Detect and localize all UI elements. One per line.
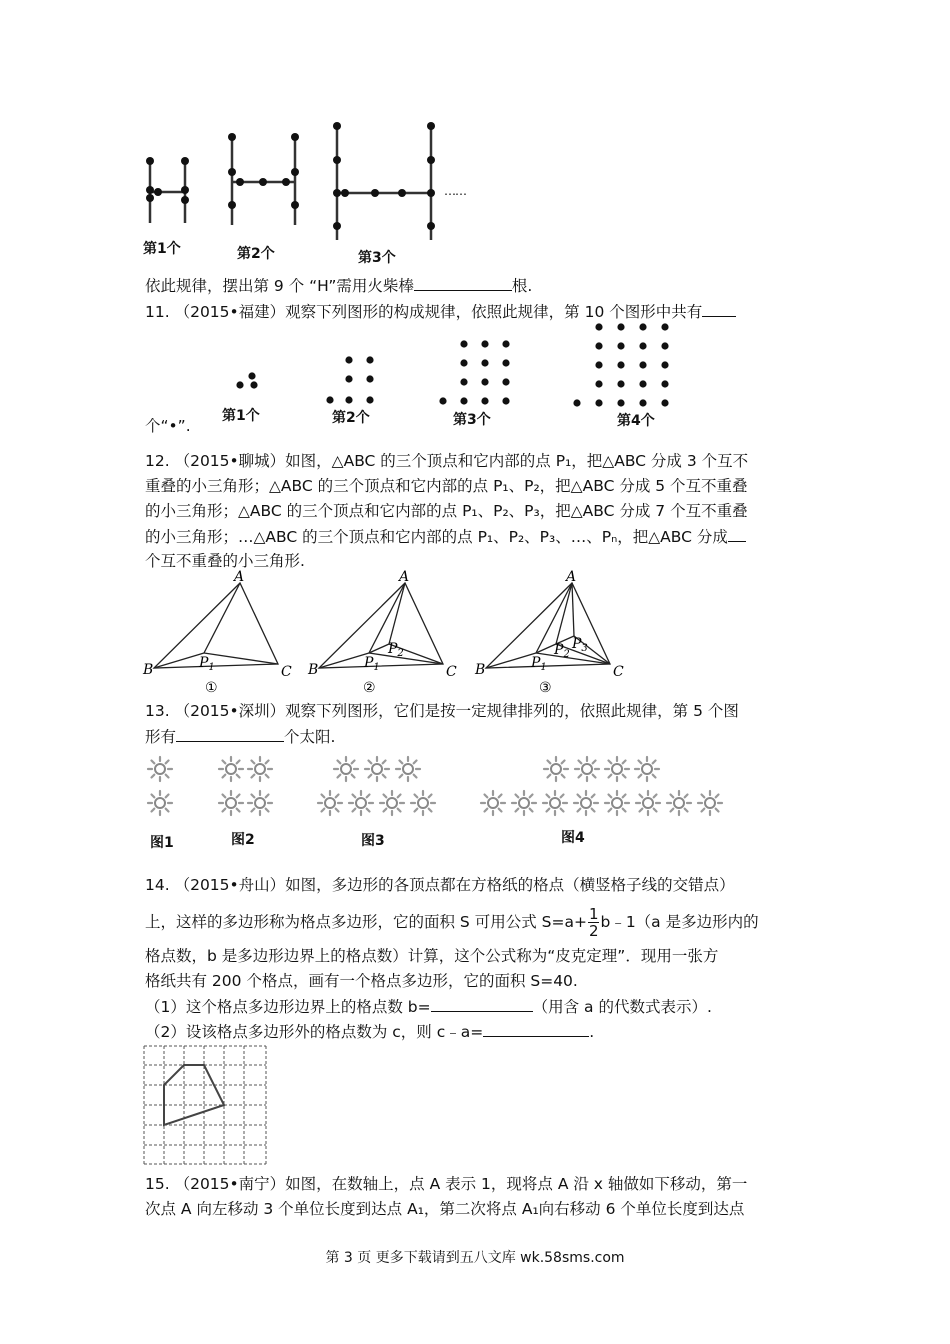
triangle-figure-1 xyxy=(140,568,300,696)
q14-answer-blank-2[interactable] xyxy=(483,1021,589,1037)
sun-caption-1: 图1 xyxy=(150,835,174,851)
q10-answer-blank[interactable] xyxy=(414,275,512,291)
q12-line-2: 重叠的小三角形；△ABC 的三个顶点和它内部的点 P₁、P₂，把△ABC 分成 5 个互不重叠 xyxy=(145,477,748,495)
tri1-caption: ① xyxy=(205,680,218,696)
tri3-label-a: A xyxy=(566,569,577,585)
tri1-label-a: A xyxy=(234,569,245,585)
q14-line-6-b: . xyxy=(589,1023,595,1041)
h-matchstick-figures xyxy=(140,120,470,250)
tri1-label-p1: $P_1$ xyxy=(199,655,215,673)
sun-caption-2: 图2 xyxy=(231,832,255,848)
q14-line-5-b: （用含 a 的代数式表示）. xyxy=(532,998,712,1016)
q12-line-5: 个互不重叠的小三角形. xyxy=(145,552,305,570)
q12-line-3: 的小三角形；△ABC 的三个顶点和它内部的点 P₁、P₂、P₃，把△ABC 分成 7 个互不重叠 xyxy=(145,502,748,520)
q11-line-2: 个“•”. xyxy=(145,417,191,435)
q12-line-4-text: 的小三角形；…△ABC 的三个顶点和它内部的点 P₁、P₂、P₃、…、Pₙ，把△ABC 分成 xyxy=(145,528,728,546)
q13-answer-blank[interactable] xyxy=(176,726,284,742)
tri3-caption: ③ xyxy=(539,680,552,696)
q14-line-2 xyxy=(145,904,759,940)
q10-text xyxy=(145,275,532,296)
tri3-label-c: C xyxy=(613,664,624,680)
triangle-figure-3 xyxy=(472,568,632,696)
q14-line-4: 格纸共有 200 个格点，画有一个格点多边形，它的面积 S=40. xyxy=(145,972,578,990)
dot-caption-4: 第4个 xyxy=(617,413,655,429)
h-caption-2: 第2个 xyxy=(237,246,275,262)
q13-line-1: 13. （2015•深圳）观察下列图形，它们是按一定规律排列的，依照此规律，第 5 个图 xyxy=(145,702,739,720)
tri2-label-c: C xyxy=(446,664,457,680)
q13-line-2 xyxy=(145,726,335,747)
q14-line-3: 格点数，b 是多边形边界上的格点数）计算，这个公式称为“皮克定理”．现用一张方 xyxy=(145,947,719,965)
sun-pattern-figures xyxy=(0,750,950,840)
q14-line-5-a: （1）这个格点多边形边界上的格点数 b= xyxy=(145,998,431,1016)
q14-line-2-a: 上，这样的多边形称为格点多边形，它的面积 S 可用公式 S=a+ xyxy=(145,913,587,931)
tri3-label-p2: $P_2$ xyxy=(554,642,570,660)
fraction-numerator: 1 xyxy=(588,905,599,923)
tri3-label-b: B xyxy=(475,662,486,678)
q14-line-6-a: （2）设该格点多边形外的格点数为 c，则 c﹣a= xyxy=(145,1023,484,1041)
triangle-figure-2 xyxy=(305,568,465,696)
q11-line-1 xyxy=(145,301,736,322)
q14-line-6 xyxy=(145,1021,594,1042)
tri2-label-a: A xyxy=(399,569,410,585)
q13-line-2-a: 形有 xyxy=(145,728,177,746)
q14-answer-blank-1[interactable] xyxy=(431,996,533,1012)
q15-line-2: 次点 A 向左移动 3 个单位长度到达点 A₁，第二次将点 A₁向右移动 6 个单位长度到达点 xyxy=(145,1200,745,1218)
q14-line-1: 14. （2015•舟山）如图，多边形的各顶点都在方格纸的格点（横竖格子线的交错点） xyxy=(145,876,735,894)
q10-text-a: 依此规律，摆出第 9 个 “H”需用火柴棒 xyxy=(145,277,414,295)
tri3-label-p1: $P_1$ xyxy=(531,655,547,673)
fraction-denominator: 2 xyxy=(588,922,599,940)
q12-line-4 xyxy=(145,526,746,547)
q12-line-1: 12. （2015•聊城）如图，△ABC 的三个顶点和它内部的点 P₁，把△ABC 分成 3 个互不 xyxy=(145,452,749,470)
sun-caption-4: 图4 xyxy=(561,830,585,846)
q11-line-1-text: 11. （2015•福建）观察下列图形的构成规律，依照此规律，第 10 个图形中共有 xyxy=(145,303,703,321)
sun-caption-3: 图3 xyxy=(361,833,385,849)
page-footer: 第 3 页 更多下载请到五八文库 wk.58sms.com xyxy=(325,1250,625,1266)
lattice-polygon-grid xyxy=(143,1045,268,1165)
dot-caption-2: 第2个 xyxy=(332,410,370,426)
h-caption-1: 第1个 xyxy=(143,241,181,257)
q14-line-2-b: b﹣1（a 是多边形内的 xyxy=(600,913,759,931)
one-half-fraction xyxy=(588,906,600,939)
dot-caption-3: 第3个 xyxy=(453,412,491,428)
tri2-label-p2: $P_2$ xyxy=(388,641,404,659)
q14-line-5 xyxy=(145,996,712,1017)
h-caption-3: 第3个 xyxy=(358,250,396,266)
q15-line-1: 15. （2015•南宁）如图，在数轴上，点 A 表示 1，现将点 A 沿 x 轴做如下移动，第一 xyxy=(145,1175,748,1193)
q12-answer-blank[interactable] xyxy=(728,526,746,542)
dot-pattern-figures xyxy=(140,320,680,415)
h-ellipsis: …… xyxy=(444,184,466,198)
q13-line-2-b: 个太阳. xyxy=(284,728,336,746)
q10-text-b: 根. xyxy=(511,277,533,295)
q11-answer-blank[interactable] xyxy=(702,301,736,317)
tri2-caption: ② xyxy=(363,680,376,696)
tri3-label-p3: $P_3$ xyxy=(572,636,588,654)
tri2-label-p1: $P_1$ xyxy=(364,655,380,673)
dot-caption-1: 第1个 xyxy=(222,408,260,424)
tri1-label-c: C xyxy=(281,664,292,680)
tri2-label-b: B xyxy=(308,662,319,678)
tri1-label-b: B xyxy=(143,662,154,678)
